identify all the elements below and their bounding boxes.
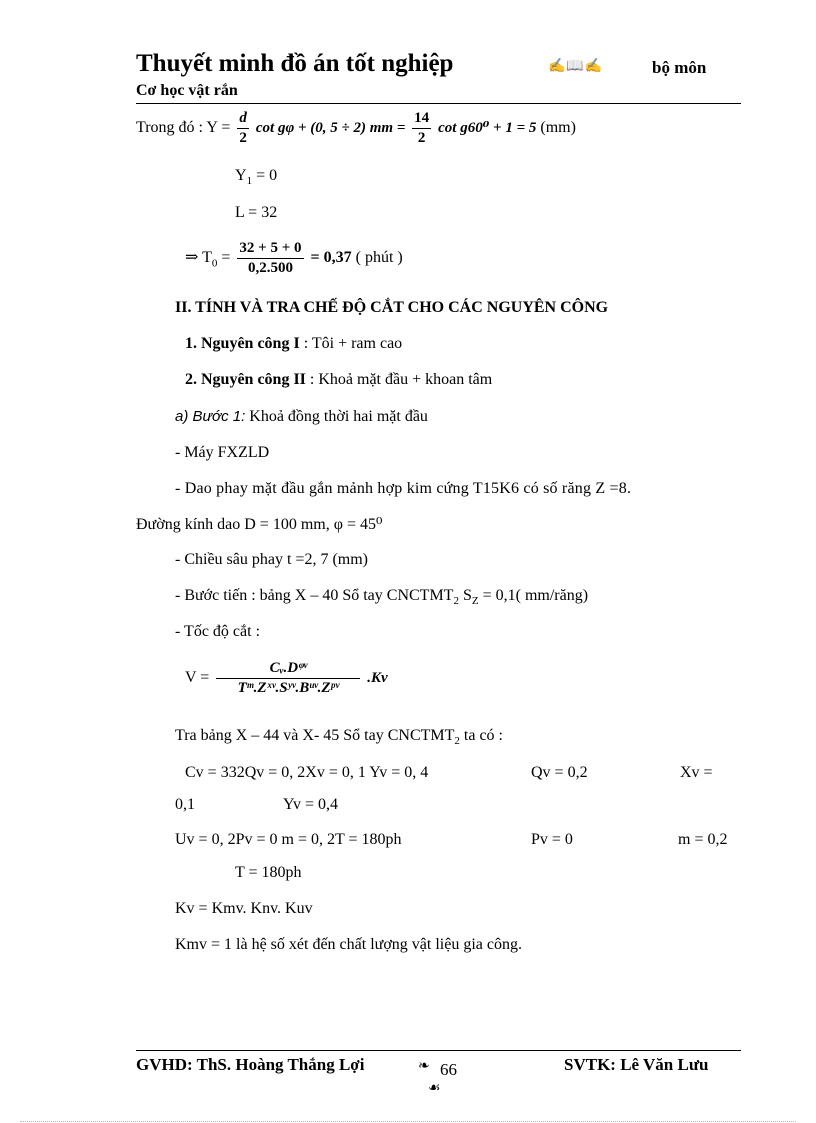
coef-row-1a: Cv = 332Qv = 0, 2Xv = 0, 1 Yv = 0, 4 xyxy=(185,764,429,781)
v-tail: .Kv xyxy=(367,670,388,687)
fraction-denominator: Tᵐ.Zˣᵛ.Sʸᵛ.Bᵘᵛ.Zᵖᵛ xyxy=(237,680,339,696)
coef-row-1b: Qv = 0,2 xyxy=(531,764,588,781)
tra-bang-line xyxy=(175,727,503,747)
coef-row-1c: Xv = xyxy=(680,764,713,781)
chieu-sau-line: - Chiều sâu phay t =2, 7 (mm) xyxy=(175,551,368,568)
buoc-tien-z-subscript: Z xyxy=(471,595,479,608)
fraction-numerator: 32 + 5 + 0 xyxy=(237,240,303,259)
buoc-tien-line xyxy=(175,587,588,607)
formula-y-prefix: Trong đó : Y = xyxy=(136,119,235,137)
section-heading: II. TÍNH VÀ TRA CHẾ ĐỘ CẮT CHO CÁC NGUYÊN CÔNG xyxy=(175,299,609,316)
l-line: L = 32 xyxy=(235,204,278,221)
coef-row-3a: Uv = 0, 2Pv = 0 m = 0, 2T = 180ph xyxy=(175,831,402,848)
footer-student: SVTK: Lê Văn Lưu xyxy=(564,1055,709,1074)
document-title: Thuyết minh đồ án tốt nghiệp xyxy=(136,50,454,77)
formula-y-middle: cot gφ + (0, 5 ÷ 2) mm = xyxy=(255,120,410,137)
formula-v xyxy=(185,660,388,697)
nguyen-cong-1 xyxy=(185,335,402,353)
floral-ornament-icon: ❧ xyxy=(418,1059,430,1074)
fraction-denominator: 0,2.500 xyxy=(247,260,293,276)
nguyen-cong-2 xyxy=(185,371,492,389)
may-line: - Máy FXZLD xyxy=(175,444,270,461)
header-divider xyxy=(136,103,741,104)
coef-row-3b: Pv = 0 xyxy=(531,831,573,848)
floral-ornament-icon: ☙ xyxy=(428,1081,441,1096)
dao-line-2: Đường kính dao D = 100 mm, φ = 45⁰ xyxy=(136,516,383,533)
t0-subscript: 0 xyxy=(211,257,218,270)
v-prefix: V = xyxy=(185,669,214,687)
dao-line-1: - Dao phay mặt đầu gắn mảnh hợp kim cứng T15K6 có số răng Z =8. xyxy=(175,480,632,497)
page-number: 66 xyxy=(440,1060,457,1079)
page-edge-divider xyxy=(20,1121,796,1122)
buoc1-text: Khoả đồng thời hai mặt đầu xyxy=(245,408,428,425)
buoc-1 xyxy=(175,408,428,426)
kv-line: Kv = Kmv. Knv. Kuv xyxy=(175,900,313,917)
tra-bang-tail: ta có : xyxy=(459,727,503,744)
buoc-tien-value: = 0,1( mm/răng) xyxy=(478,587,589,604)
formula-y-result: cot g60⁰ + 1 = 5 xyxy=(438,120,537,137)
t0-fraction xyxy=(237,240,303,277)
coef-row-3c: m = 0,2 xyxy=(678,831,728,848)
fraction-denominator: 2 xyxy=(417,130,426,146)
kmv-line: Kmv = 1 là hệ số xét đến chất lượng vật liệu gia công. xyxy=(175,936,522,953)
buoc-tien-subscript: 2 xyxy=(453,595,459,608)
buoc-tien-s: S xyxy=(458,587,472,604)
fraction-denominator: 2 xyxy=(239,130,247,146)
formula-y-fraction-2 xyxy=(412,110,431,147)
t0-prefix: ⇒ T xyxy=(185,249,212,267)
buoc1-label: a) Bước 1: xyxy=(175,408,246,425)
buoc-tien-prefix: - Bước tiến : bảng X – 40 Sổ tay CNCTMT xyxy=(175,587,454,604)
toc-do-line: - Tốc độ cắt : xyxy=(175,623,261,640)
y1-value: = 0 xyxy=(252,167,278,184)
t0-unit: ( phút ) xyxy=(351,249,403,267)
y1-line xyxy=(235,167,277,187)
nc2-text: : Khoả mặt đầu + khoan tâm xyxy=(305,371,493,388)
footer-advisor: GVHD: ThS. Hoàng Thắng Lợi xyxy=(136,1055,365,1074)
header-subtitle: Cơ học vật rắn xyxy=(136,82,238,99)
fraction-numerator: d xyxy=(237,110,249,129)
book-pen-ornament-icon: ✍📖✍ xyxy=(548,59,604,74)
nc1-text: : Tôi + ram cao xyxy=(299,335,403,352)
coef-row-2b: Yv = 0,4 xyxy=(283,796,338,813)
nc2-label: 2. Nguyên công II xyxy=(185,371,306,388)
y1-label: Y xyxy=(235,167,247,184)
tra-bang-subscript: 2 xyxy=(454,735,460,748)
formula-t0 xyxy=(185,240,403,277)
v-fraction xyxy=(216,660,360,697)
coef-row-4: T = 180ph xyxy=(235,864,302,881)
tra-bang-text: Tra bảng X – 44 và X- 45 Sổ tay CNCTMT xyxy=(175,727,455,744)
nc1-label: 1. Nguyên công I xyxy=(185,335,300,352)
footer-divider xyxy=(136,1050,741,1051)
fraction-numerator: 14 xyxy=(412,110,431,129)
formula-y xyxy=(136,110,576,147)
t0-result: = 0,37 xyxy=(310,249,352,267)
t0-equals: = xyxy=(217,249,235,267)
y1-subscript: 1 xyxy=(246,175,253,188)
formula-y-unit: (mm) xyxy=(540,119,576,137)
formula-y-fraction-1 xyxy=(237,110,249,147)
coef-row-2a: 0,1 xyxy=(175,796,195,813)
header-department: bộ môn xyxy=(652,58,707,77)
fraction-numerator: Cᵥ.Dᵠᵛ xyxy=(216,660,360,679)
